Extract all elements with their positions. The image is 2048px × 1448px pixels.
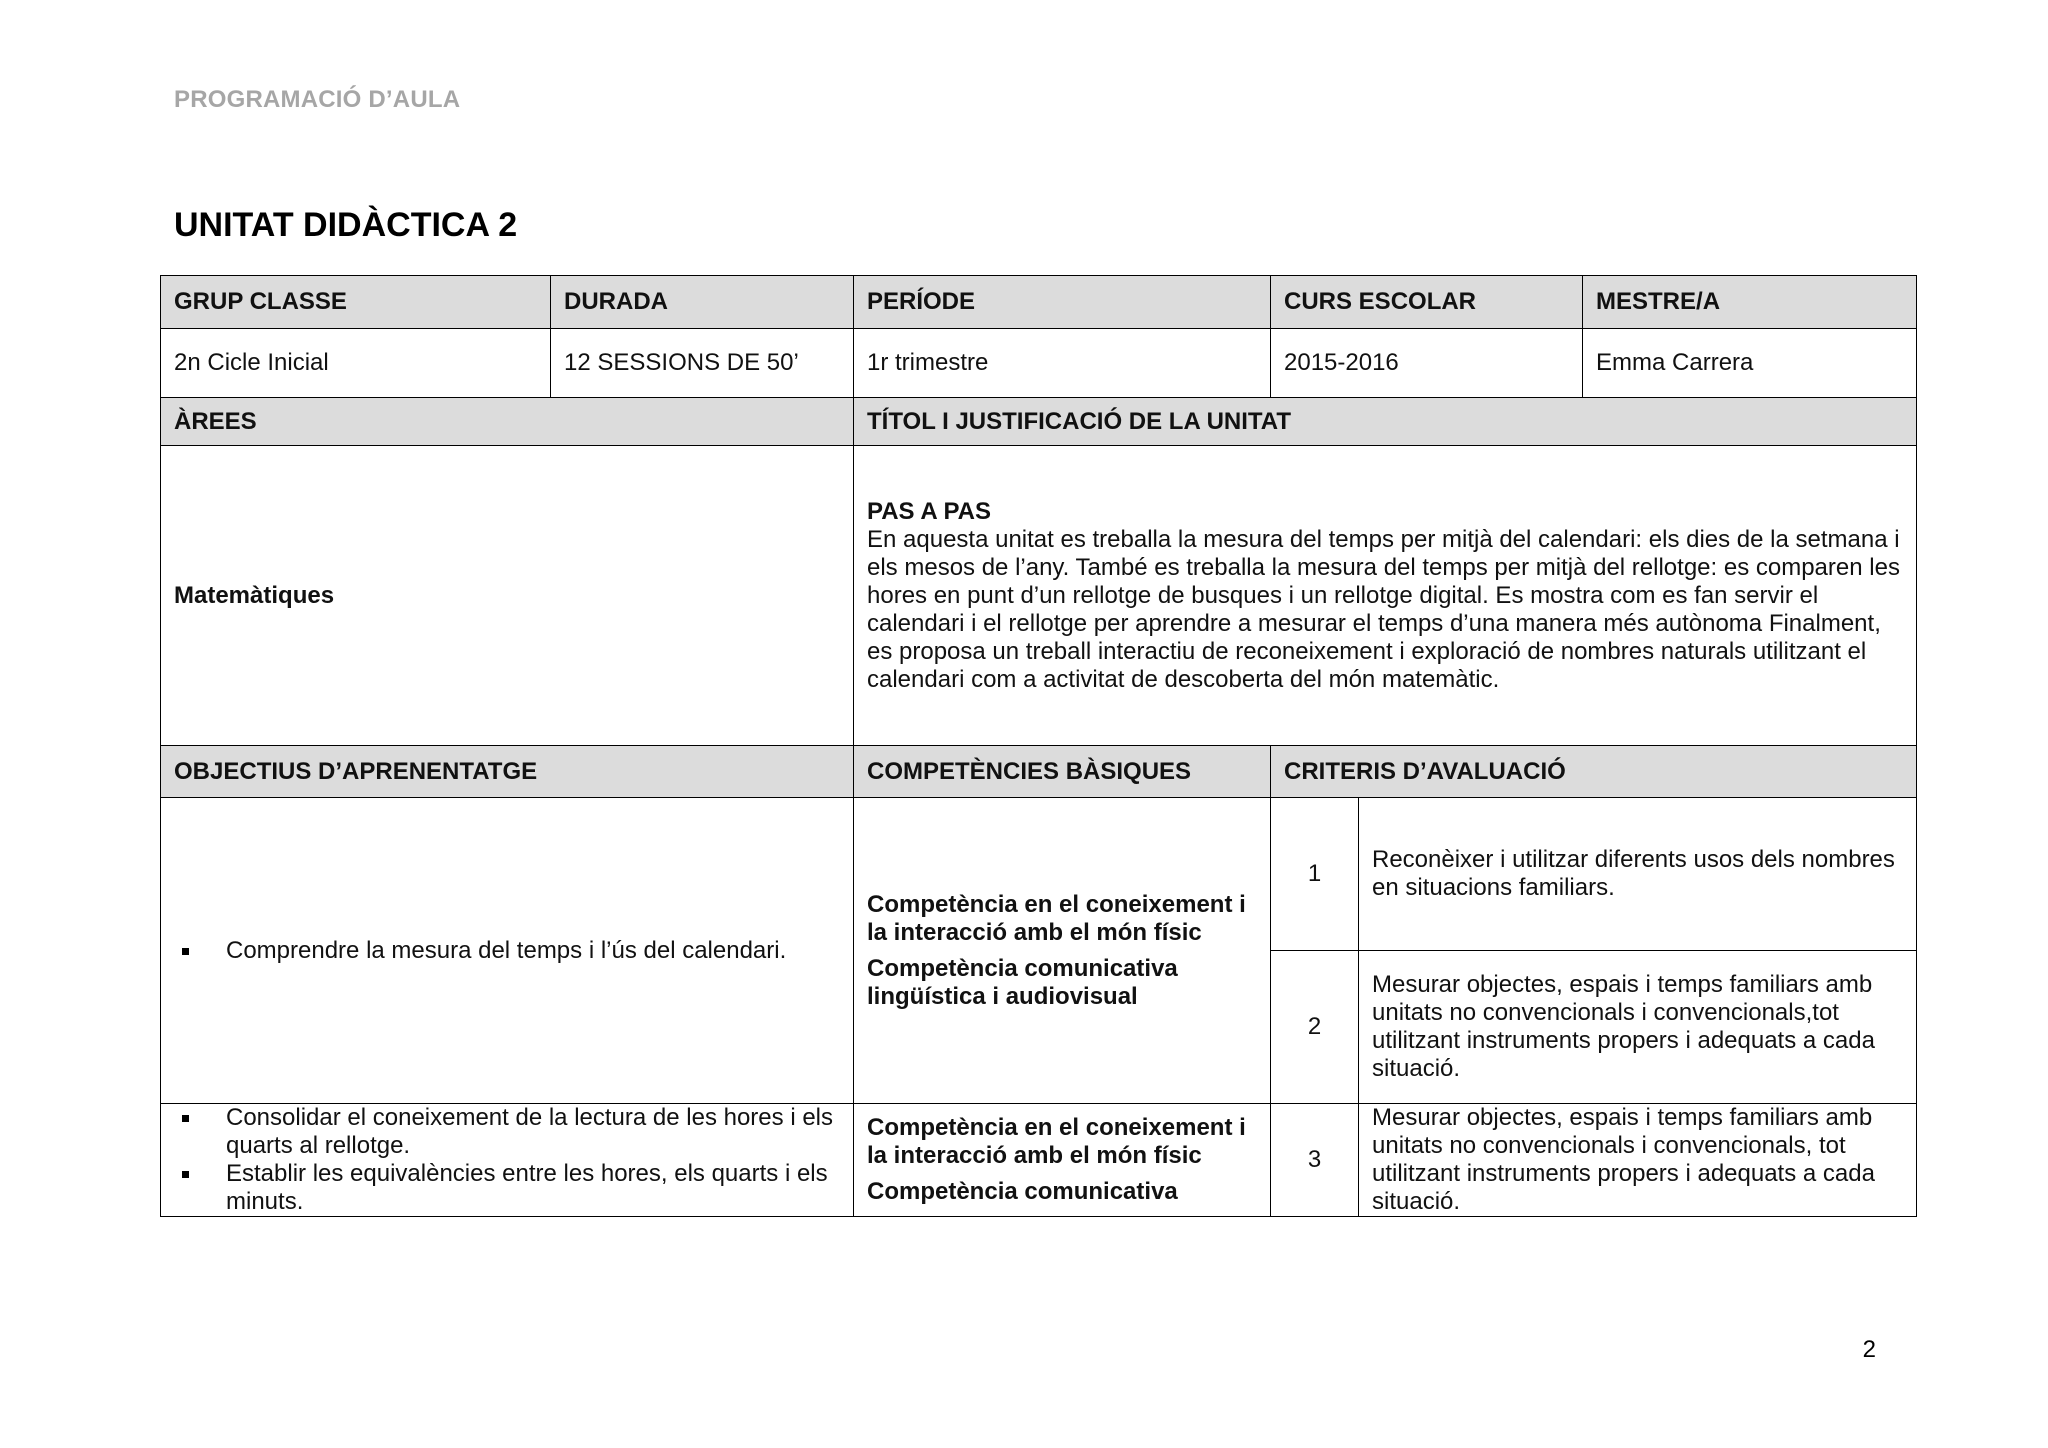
area-value: Matemàtiques — [161, 446, 854, 746]
unit-title: UNITAT DIDÀCTICA 2 — [174, 206, 518, 244]
competence-item: Competència en el coneixement i la interacció amb el món físic — [867, 1114, 1246, 1169]
running-header: PROGRAMACIÓ D’AULA — [174, 86, 461, 113]
header-periode: PERÍODE — [854, 276, 1271, 329]
objective-item: Comprendre la mesura del temps i l’ús del calendari. — [174, 937, 840, 965]
durada-value: 12 SESSIONS DE 50’ — [551, 329, 854, 398]
mestre-value: Emma Carrera — [1583, 329, 1917, 398]
objective-item: Consolidar el coneixement de la lectura de les hores i els quarts al rellotge. — [174, 1104, 840, 1160]
objectives-list-2 — [174, 1104, 840, 1216]
objective-item: Establir les equivalències entre les hores, els quarts i els minuts. — [174, 1160, 840, 1216]
header-curs-escolar: CURS ESCOLAR — [1271, 276, 1583, 329]
criterion-number: 3 — [1271, 1104, 1359, 1217]
info-value-row — [161, 329, 1917, 398]
areas-header-row — [161, 398, 1917, 446]
header-grup-classe: GRUP CLASSE — [161, 276, 551, 329]
areas-content-row — [161, 446, 1917, 746]
grup-classe-value: 2n Cicle Inicial — [161, 329, 551, 398]
header-arees: ÀREES — [161, 398, 854, 446]
criteria-row-3 — [161, 1104, 1917, 1217]
header-mestre: MESTRE/A — [1583, 276, 1917, 329]
curs-escolar-value: 2015-2016 — [1271, 329, 1583, 398]
info-header-row — [161, 276, 1917, 329]
unit-subtitle: PAS A PAS — [867, 497, 992, 525]
criterion-text: Reconèixer i utilitzar diferents usos dels nombres en situacions familiars. — [1359, 798, 1917, 951]
page-number: 2 — [1862, 1336, 1876, 1363]
header-criteris: CRITERIS D’AVALUACIÓ — [1271, 746, 1917, 798]
objectives-list-1 — [174, 937, 840, 965]
header-objectius: OBJECTIUS D’APRENENTATGE — [161, 746, 854, 798]
section-header-row — [161, 746, 1917, 798]
periode-value: 1r trimestre — [854, 329, 1271, 398]
criterion-number: 2 — [1271, 951, 1359, 1104]
competence-item: Competència en el coneixement i la interacció amb el món físic — [867, 890, 1246, 946]
objectives-cell-1 — [161, 798, 854, 1104]
criterion-text: Mesurar objectes, espais i temps familiars amb unitats no convencionals i convencionals, tot utilitzant instruments propers i adequats a cada situació. — [1359, 1104, 1917, 1217]
criteria-row-1 — [161, 798, 1917, 951]
unit-plan-table — [160, 275, 1917, 1217]
justification-text: En aquesta unitat es treballa la mesura del temps per mitjà del calendari: els dies de la setmana i els mesos de l’any. També es treballa la mesura del temps per mitjà del rellotge: es comparen les hores en punt d’un rellotge de busques i un rellotge digital. Es mostra com es fan servir el calendari i el rellotge per aprendre a mesurar el temps d’una manera més autònoma Finalment, es proposa un treball interactiu de reconeixement i exploració de nombres naturals utilitzant el calendari com a activitat de descoberta del món matemàtic. — [867, 525, 1900, 693]
justification-cell — [854, 446, 1917, 746]
criterion-number: 1 — [1271, 798, 1359, 951]
header-titol-justificacio: TÍTOL I JUSTIFICACIÓ DE LA UNITAT — [854, 398, 1917, 446]
competence-item: Competència comunicativa — [867, 1178, 1178, 1205]
criterion-text: Mesurar objectes, espais i temps familiars amb unitats no convencionals i convencionals,tot utilitzant instruments propers i adequats a cada situació. — [1359, 951, 1917, 1104]
competence-item: Competència comunicativa lingüística i audiovisual — [867, 954, 1178, 1010]
competences-cell-1 — [854, 798, 1271, 1104]
competences-cell-2 — [854, 1104, 1271, 1217]
header-durada: DURADA — [551, 276, 854, 329]
header-competencies: COMPETÈNCIES BÀSIQUES — [854, 746, 1271, 798]
objectives-cell-2 — [161, 1104, 854, 1217]
